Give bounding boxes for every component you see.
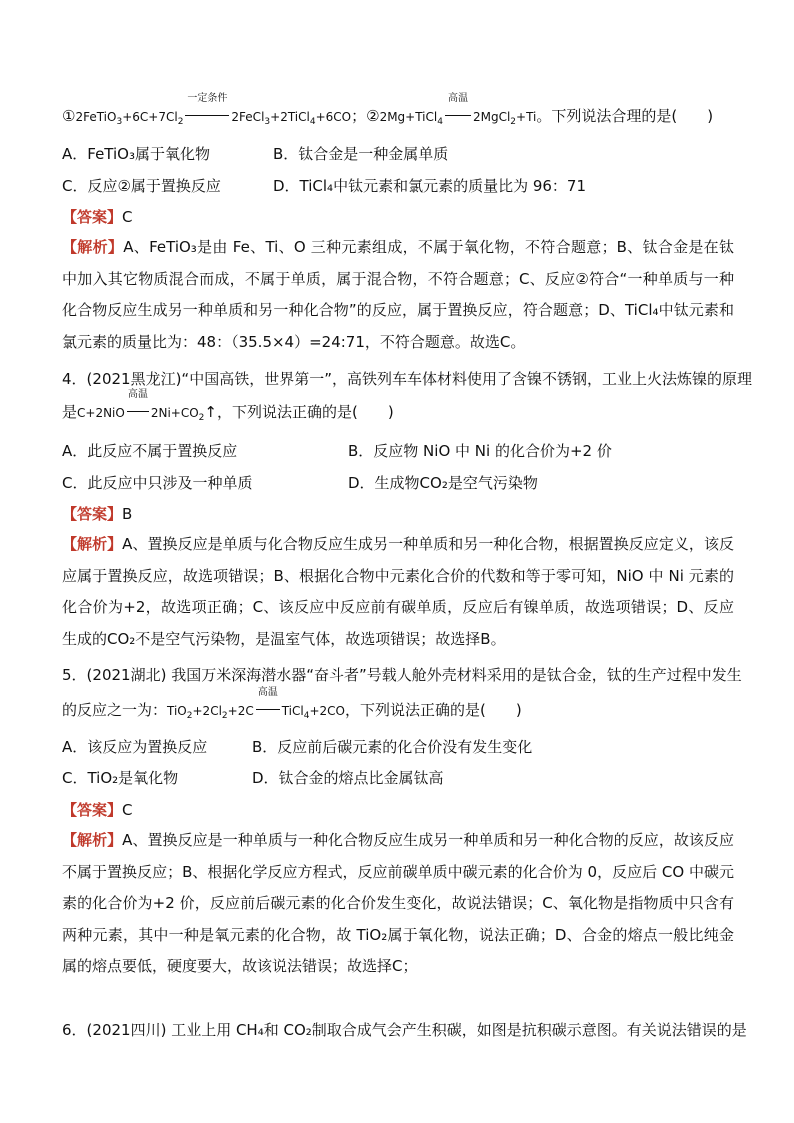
reaction-condition: 一定条件 <box>187 93 228 104</box>
subscript: 2 <box>221 711 228 721</box>
q4-option-b: B．反应物 NiO 中 Ni 的化合价为+2 价 <box>348 442 612 460</box>
q4-option-a: A．此反应不属于置换反应 <box>62 442 238 460</box>
answer-label: 【答案】 <box>62 505 123 523</box>
answer-value: B <box>122 505 133 523</box>
q3-answer <box>62 207 742 227</box>
q4-eq-right: 2Ni+CO <box>150 406 199 420</box>
q3-option-b: B．钛合金是一种金属单质 <box>273 145 449 163</box>
q5-stem-prefix: 的反应之一为： <box>62 701 168 719</box>
q3-eq1-circle: ① <box>62 107 76 125</box>
subscript: 2 <box>186 711 193 721</box>
subscript: 4 <box>437 117 443 127</box>
q5-option-d: D．钛合金的熔点比金属钛高 <box>252 769 444 787</box>
q4-stem-line-2 <box>62 389 742 428</box>
q4-answer <box>62 504 742 524</box>
q4-analysis <box>62 529 734 655</box>
subscript: 3 <box>116 117 123 127</box>
q3-question-tail: 。下列说法合理的是( ) <box>536 107 714 125</box>
q5-option-c: C．TiO₂是氧化物 <box>62 769 179 787</box>
q3-eq2-right: 2MgCl <box>472 110 511 124</box>
q3-eq2-circle: ② <box>366 107 380 125</box>
q5-option-b: B．反应前后碳元素的化合价没有发生变化 <box>252 738 533 756</box>
q4-eq-left: C+2NiO <box>77 406 125 420</box>
q4-stem-tail: ，下列说法正确的是( ) <box>216 403 394 421</box>
q4-stem-line-1: 4．(2021黑龙江)“中国高铁，世界第一”，高铁列车车体材料使用了含镍不锈钢，工业上火法炼镍的原理 <box>62 370 752 388</box>
analysis-text: A、置换反应是单质与化合物反应生成另一种单质和另一种化合物，根据置换反应定义，该反应属于置换反应，故选项错误；B、根据化合物中元素化合价的代数和等于零可知，NiO 中 Ni 元素的化合价为+2，故选项正确；C、该反应中反应前有碳单质，反应后有镍单质，故选项错误；D、反应生成的CO₂不是空气污染物，是温室气体，故选项错误；故选择B。 <box>62 535 734 648</box>
subscript: 4 <box>303 711 310 721</box>
subscript: 2 <box>177 117 184 127</box>
separator: ； <box>351 107 367 125</box>
subscript: 2 <box>510 117 517 127</box>
reaction-arrow <box>256 687 280 720</box>
q3-option-c: C．反应②属于置换反应 <box>62 177 221 195</box>
q5-answer <box>62 800 742 820</box>
reaction-condition: 高温 <box>127 389 148 400</box>
answer-value: C <box>122 801 133 819</box>
q3-eq1-right-c: +6CO <box>315 110 352 124</box>
q3-eq1-right-a: 2FeCl <box>231 110 265 124</box>
q3-equation-line <box>62 93 742 132</box>
subscript: 4 <box>309 117 316 127</box>
q5-stem-line-1: 5．(2021湖北) 我国万米深海潜水器“奋斗者”号载人舱外壳材料采用的是钛合金，钛的生产过程中发生 <box>62 666 742 684</box>
reaction-condition: 高温 <box>257 687 278 698</box>
answer-value: C <box>122 208 133 226</box>
q3-option-a: A．FeTiO₃属于氧化物 <box>62 145 210 163</box>
q5-eq-mid2: +2C <box>227 704 254 718</box>
reaction-arrow <box>127 389 149 422</box>
q5-analysis <box>62 825 734 983</box>
gas-arrow-icon: ↑ <box>204 403 217 421</box>
q4-option-d: D．生成物CO₂是空气污染物 <box>348 474 538 492</box>
q5-stem-tail: ，下列说法正确的是( ) <box>344 701 522 719</box>
reaction-arrow <box>445 93 471 126</box>
q6-stem-line-1: 6．(2021四川) 工业上用 CH₄和 CO₂制取合成气会产生积碳，如图是抗积碳示意图。有关说法错误的是 <box>62 1021 747 1039</box>
subscript: 3 <box>264 117 271 127</box>
q4-option-c: C．此反应中只涉及一种单质 <box>62 474 253 492</box>
q3-eq1-mid: +6C+7Cl <box>122 110 178 124</box>
analysis-text: A、置换反应是一种单质与一种化合物反应生成另一种单质和另一种化合物的反应，故该反应不属于置换反应；B、根据化学反应方程式，反应前碳单质中碳元素的化合价为 0，反应后 CO 中碳元素的化合价为+2 价，反应前后碳元素的化合价发生变化，故说法错误；C、氧化物是指物质中只含有两种元素，其中一种是氧元素的化合物，故 TiO₂属于氧化物，说法正确；D、合金的熔点一般比纯金属的熔点要低，硬度要大，故该说法错误；故选择C； <box>62 831 734 975</box>
q5-eq-left: TiO <box>167 704 187 718</box>
q5-stem-line-2 <box>62 687 742 726</box>
q5-eq-right: TiCl <box>281 704 304 718</box>
reaction-arrow <box>185 93 229 126</box>
answer-label: 【答案】 <box>62 801 123 819</box>
analysis-text: A、FeTiO₃是由 Fe、Ti、O 三种元素组成，不属于氧化物，不符合题意；B、钛合金是在钛中加入其它物质混合而成，不属于单质，属于混合物，不符合题意；C、反应②符合“一种单质与一种化合物反应生成另一种单质和另一种化合物”的反应，属于置换反应，符合题意；D、TiCl₄中钛元素和氯元素的质量比为：48：（35.5×4）=24:71，不符合题意。故选C。 <box>62 238 734 351</box>
q3-eq2-right-b: +Ti <box>516 110 537 124</box>
answer-label: 【答案】 <box>62 208 123 226</box>
q3-eq1-right-b: +2TiCl <box>270 110 310 124</box>
q3-eq2-left: 2Mg+TiCl <box>379 110 438 124</box>
subscript: 2 <box>198 413 205 423</box>
q3-eq1-left: 2FeTiO <box>75 110 117 124</box>
analysis-label: 【解析】 <box>62 238 124 256</box>
reaction-condition: 高温 <box>447 93 468 104</box>
analysis-label: 【解析】 <box>62 535 123 553</box>
q5-eq-right-b: +2CO <box>309 704 345 718</box>
analysis-label: 【解析】 <box>62 831 123 849</box>
q3-option-d: D．TiCl₄中钛元素和氯元素的质量比为 96：71 <box>273 177 587 195</box>
q5-eq-mid: +2Cl <box>192 704 222 718</box>
q5-option-a: A．该反应为置换反应 <box>62 738 208 756</box>
q3-analysis <box>62 232 734 358</box>
q4-stem-prefix: 是 <box>62 403 78 421</box>
